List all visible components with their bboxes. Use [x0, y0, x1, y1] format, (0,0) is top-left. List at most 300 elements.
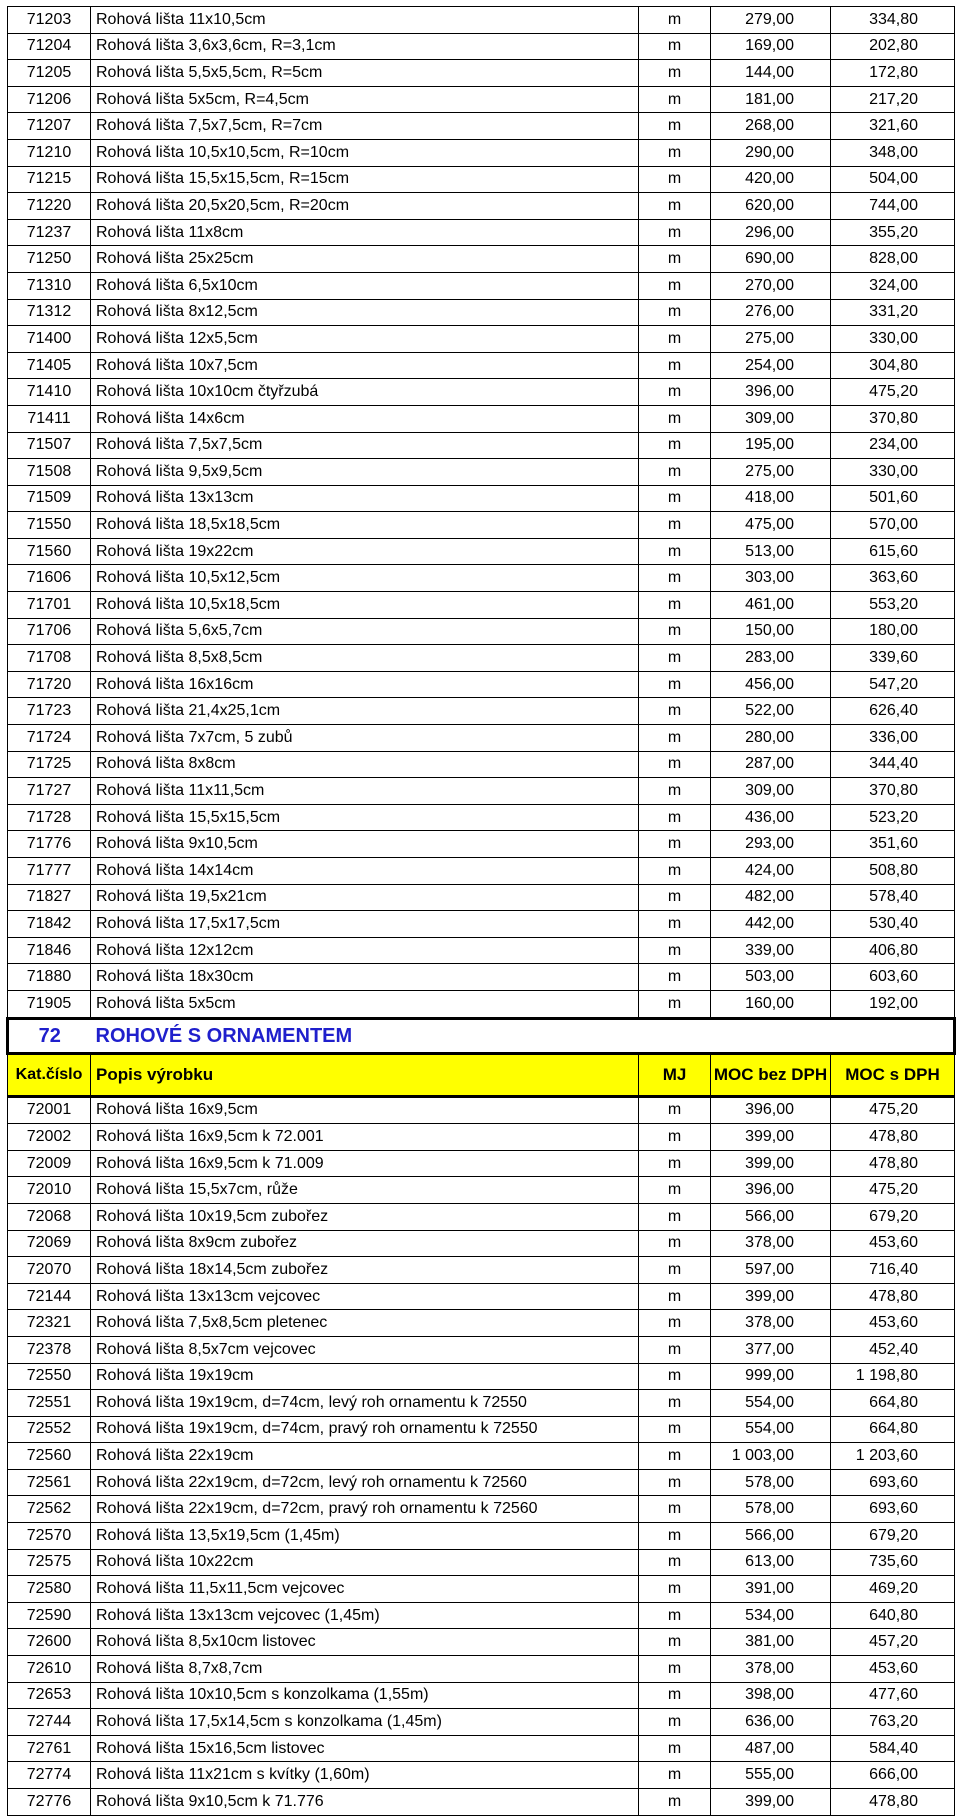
table-row — [8, 1549, 955, 1576]
item-description: Rohová lišta 22x19cm, d=72cm, pravý roh ornamentu k 72560 — [91, 1496, 639, 1523]
item-price-without-vat: 578,00 — [711, 1496, 831, 1523]
item-price-without-vat: 613,00 — [711, 1549, 831, 1576]
item-price-without-vat: 378,00 — [711, 1656, 831, 1683]
item-description: Rohová lišta 16x9,5cm — [91, 1096, 639, 1124]
table-row — [8, 379, 955, 406]
section-72 — [8, 1018, 955, 1096]
table-row — [8, 1469, 955, 1496]
table-row — [8, 405, 955, 432]
item-price-without-vat: 275,00 — [711, 326, 831, 353]
item-unit: m — [639, 618, 711, 645]
table-row — [8, 990, 955, 1018]
item-price-with-vat: 523,20 — [831, 804, 955, 831]
item-price-without-vat: 169,00 — [711, 33, 831, 60]
table-row — [8, 1762, 955, 1789]
item-description: Rohová lišta 17,5x17,5cm — [91, 911, 639, 938]
table-row — [8, 1709, 955, 1736]
table-row — [8, 937, 955, 964]
item-code: 71827 — [8, 884, 91, 911]
item-price-without-vat: 396,00 — [711, 1177, 831, 1204]
item-price-with-vat: 578,40 — [831, 884, 955, 911]
item-price-with-vat: 530,40 — [831, 911, 955, 938]
item-price-without-vat: 522,00 — [711, 698, 831, 725]
item-description: Rohová lišta 13,5x19,5cm (1,45m) — [91, 1523, 639, 1550]
item-price-with-vat: 735,60 — [831, 1549, 955, 1576]
item-code: 71701 — [8, 592, 91, 619]
table-row — [8, 1789, 955, 1816]
item-unit: m — [639, 1656, 711, 1683]
item-price-without-vat: 144,00 — [711, 60, 831, 87]
item-price-with-vat: 763,20 — [831, 1709, 955, 1736]
item-price-with-vat: 453,60 — [831, 1656, 955, 1683]
item-code: 71777 — [8, 858, 91, 885]
item-price-without-vat: 276,00 — [711, 299, 831, 326]
item-price-with-vat: 321,60 — [831, 113, 955, 140]
item-price-with-vat: 640,80 — [831, 1602, 955, 1629]
item-description: Rohová lišta 10,5x12,5cm — [91, 565, 639, 592]
item-unit: m — [639, 1602, 711, 1629]
table-row — [8, 1602, 955, 1629]
item-description: Rohová lišta 3,6x3,6cm, R=3,1cm — [91, 33, 639, 60]
item-price-with-vat: 547,20 — [831, 671, 955, 698]
table-row — [8, 1496, 955, 1523]
item-price-with-vat: 406,80 — [831, 937, 955, 964]
item-price-with-vat: 351,60 — [831, 831, 955, 858]
table-row — [8, 60, 955, 87]
item-description: Rohová lišta 11x8cm — [91, 219, 639, 246]
item-price-without-vat: 398,00 — [711, 1682, 831, 1709]
item-price-without-vat: 296,00 — [711, 219, 831, 246]
item-code: 71411 — [8, 405, 91, 432]
item-description: Rohová lišta 15,5x15,5cm, R=15cm — [91, 166, 639, 193]
item-description: Rohová lišta 14x6cm — [91, 405, 639, 432]
item-code: 72009 — [8, 1150, 91, 1177]
item-description: Rohová lišta 18,5x18,5cm — [91, 512, 639, 539]
item-unit: m — [639, 219, 711, 246]
item-price-with-vat: 217,20 — [831, 86, 955, 113]
item-code: 71720 — [8, 671, 91, 698]
item-code: 71550 — [8, 512, 91, 539]
item-description: Rohová lišta 5,6x5,7cm — [91, 618, 639, 645]
item-price-with-vat: 234,00 — [831, 432, 955, 459]
item-code: 71708 — [8, 645, 91, 672]
item-unit: m — [639, 246, 711, 273]
item-code: 71220 — [8, 193, 91, 220]
item-description: Rohová lišta 7,5x7,5cm — [91, 432, 639, 459]
item-unit: m — [639, 1283, 711, 1310]
table-row — [8, 645, 955, 672]
item-code: 72575 — [8, 1549, 91, 1576]
item-price-with-vat: 475,20 — [831, 379, 955, 406]
item-code: 71706 — [8, 618, 91, 645]
item-price-with-vat: 664,80 — [831, 1416, 955, 1443]
item-unit: m — [639, 1390, 711, 1417]
item-description: Rohová lišta 16x9,5cm k 72.001 — [91, 1124, 639, 1151]
item-code: 72560 — [8, 1443, 91, 1470]
item-code: 72144 — [8, 1283, 91, 1310]
item-price-without-vat: 534,00 — [711, 1602, 831, 1629]
item-unit: m — [639, 911, 711, 938]
item-code: 71725 — [8, 751, 91, 778]
item-description: Rohová lišta 11x21cm s kvítky (1,60m) — [91, 1762, 639, 1789]
item-code: 72761 — [8, 1735, 91, 1762]
table-row — [8, 1735, 955, 1762]
item-price-without-vat: 399,00 — [711, 1124, 831, 1151]
table-row — [8, 193, 955, 220]
item-price-with-vat: 664,80 — [831, 1390, 955, 1417]
item-price-without-vat: 399,00 — [711, 1150, 831, 1177]
item-code: 72552 — [8, 1416, 91, 1443]
item-price-with-vat: 304,80 — [831, 352, 955, 379]
item-price-without-vat: 396,00 — [711, 379, 831, 406]
item-code: 71560 — [8, 538, 91, 565]
item-price-with-vat: 355,20 — [831, 219, 955, 246]
item-code: 71842 — [8, 911, 91, 938]
item-unit: m — [639, 645, 711, 672]
item-price-without-vat: 690,00 — [711, 246, 831, 273]
item-unit: m — [639, 990, 711, 1018]
table-row — [8, 139, 955, 166]
item-code: 72068 — [8, 1203, 91, 1230]
item-price-with-vat: 363,60 — [831, 565, 955, 592]
item-description: Rohová lišta 5,5x5,5cm, R=5cm — [91, 60, 639, 87]
item-description: Rohová lišta 17,5x14,5cm s konzolkama (1,45m) — [91, 1709, 639, 1736]
table-row — [8, 1177, 955, 1204]
item-price-with-vat: 180,00 — [831, 618, 955, 645]
item-price-without-vat: 270,00 — [711, 272, 831, 299]
item-description: Rohová lišta 8,5x8,5cm — [91, 645, 639, 672]
item-unit: m — [639, 1709, 711, 1736]
item-description: Rohová lišta 8,5x7cm vejcovec — [91, 1336, 639, 1363]
item-description: Rohová lišta 9,5x9,5cm — [91, 459, 639, 486]
item-code: 72600 — [8, 1629, 91, 1656]
item-price-with-vat: 504,00 — [831, 166, 955, 193]
item-unit: m — [639, 1230, 711, 1257]
table-row — [8, 1310, 955, 1337]
item-code: 71204 — [8, 33, 91, 60]
item-price-with-vat: 501,60 — [831, 485, 955, 512]
item-description: Rohová lišta 8x9cm zubořez — [91, 1230, 639, 1257]
item-price-without-vat: 254,00 — [711, 352, 831, 379]
table-row — [8, 272, 955, 299]
item-code: 71846 — [8, 937, 91, 964]
item-unit: m — [639, 1549, 711, 1576]
table-row — [8, 964, 955, 991]
item-description: Rohová lišta 7x7cm, 5 zubů — [91, 725, 639, 752]
item-code: 72551 — [8, 1390, 91, 1417]
item-price-without-vat: 181,00 — [711, 86, 831, 113]
item-description: Rohová lišta 8x8cm — [91, 751, 639, 778]
item-price-without-vat: 999,00 — [711, 1363, 831, 1390]
item-unit: m — [639, 804, 711, 831]
table-row — [8, 1656, 955, 1683]
item-unit: m — [639, 1150, 711, 1177]
item-price-with-vat: 172,80 — [831, 60, 955, 87]
item-price-with-vat: 570,00 — [831, 512, 955, 539]
table-row — [8, 884, 955, 911]
item-description: Rohová lišta 13x13cm vejcovec — [91, 1283, 639, 1310]
item-code: 71410 — [8, 379, 91, 406]
item-price-without-vat: 513,00 — [711, 538, 831, 565]
item-price-without-vat: 636,00 — [711, 1709, 831, 1736]
table-row — [8, 86, 955, 113]
item-unit: m — [639, 1629, 711, 1656]
item-unit: m — [639, 725, 711, 752]
item-unit: m — [639, 299, 711, 326]
item-price-with-vat: 336,00 — [831, 725, 955, 752]
item-price-without-vat: 309,00 — [711, 778, 831, 805]
table-row — [8, 1230, 955, 1257]
table-row — [8, 1682, 955, 1709]
item-unit: m — [639, 60, 711, 87]
item-price-with-vat: 324,00 — [831, 272, 955, 299]
item-price-without-vat: 290,00 — [711, 139, 831, 166]
item-price-without-vat: 420,00 — [711, 166, 831, 193]
item-code: 71776 — [8, 831, 91, 858]
item-unit: m — [639, 139, 711, 166]
item-unit: m — [639, 1443, 711, 1470]
item-code: 72580 — [8, 1576, 91, 1603]
item-code: 71205 — [8, 60, 91, 87]
item-unit: m — [639, 1096, 711, 1124]
item-description: Rohová lišta 19x19cm, d=74cm, levý roh ornamentu k 72550 — [91, 1390, 639, 1417]
item-price-with-vat: 744,00 — [831, 193, 955, 220]
price-list-rows-bottom — [8, 1096, 955, 1815]
item-description: Rohová lišta 15,5x15,5cm — [91, 804, 639, 831]
item-code: 71509 — [8, 485, 91, 512]
item-price-with-vat: 453,60 — [831, 1310, 955, 1337]
item-price-without-vat: 275,00 — [711, 459, 831, 486]
item-description: Rohová lišta 10x10cm čtyřzubá — [91, 379, 639, 406]
item-price-without-vat: 436,00 — [711, 804, 831, 831]
table-row — [8, 246, 955, 273]
item-price-with-vat: 716,40 — [831, 1257, 955, 1284]
item-description: Rohová lišta 5x5cm, R=4,5cm — [91, 86, 639, 113]
item-code: 71206 — [8, 86, 91, 113]
table-row — [8, 1629, 955, 1656]
item-description: Rohová lišta 12x5,5cm — [91, 326, 639, 353]
item-description: Rohová lišta 10x7,5cm — [91, 352, 639, 379]
table-row — [8, 538, 955, 565]
item-unit: m — [639, 1789, 711, 1816]
item-price-without-vat: 442,00 — [711, 911, 831, 938]
table-row — [8, 113, 955, 140]
item-unit: m — [639, 884, 711, 911]
item-price-without-vat: 1 003,00 — [711, 1443, 831, 1470]
table-row — [8, 778, 955, 805]
item-price-without-vat: 578,00 — [711, 1469, 831, 1496]
item-price-with-vat: 679,20 — [831, 1523, 955, 1550]
item-description: Rohová lišta 9x10,5cm k 71.776 — [91, 1789, 639, 1816]
item-description: Rohová lišta 18x30cm — [91, 964, 639, 991]
item-description: Rohová lišta 6,5x10cm — [91, 272, 639, 299]
header-price-with-vat: MOC s DPH — [831, 1053, 955, 1096]
item-unit: m — [639, 1496, 711, 1523]
item-code: 72321 — [8, 1310, 91, 1337]
item-description: Rohová lišta 8,7x8,7cm — [91, 1656, 639, 1683]
item-price-with-vat: 339,60 — [831, 645, 955, 672]
item-price-without-vat: 554,00 — [711, 1416, 831, 1443]
item-price-with-vat: 469,20 — [831, 1576, 955, 1603]
item-unit: m — [639, 1576, 711, 1603]
item-unit: m — [639, 1363, 711, 1390]
item-price-without-vat: 279,00 — [711, 7, 831, 34]
item-unit: m — [639, 272, 711, 299]
item-unit: m — [639, 33, 711, 60]
column-header-row — [8, 1053, 955, 1096]
table-row — [8, 166, 955, 193]
item-description: Rohová lišta 10,5x18,5cm — [91, 592, 639, 619]
table-row — [8, 7, 955, 34]
table-row — [8, 219, 955, 246]
item-price-with-vat: 679,20 — [831, 1203, 955, 1230]
item-price-with-vat: 508,80 — [831, 858, 955, 885]
item-code: 71405 — [8, 352, 91, 379]
item-unit: m — [639, 512, 711, 539]
table-row — [8, 512, 955, 539]
item-price-without-vat: 475,00 — [711, 512, 831, 539]
item-unit: m — [639, 1336, 711, 1363]
item-code: 71312 — [8, 299, 91, 326]
price-list-table — [6, 6, 956, 1816]
item-description: Rohová lišta 13x13cm vejcovec (1,45m) — [91, 1602, 639, 1629]
item-description: Rohová lišta 11,5x11,5cm vejcovec — [91, 1576, 639, 1603]
item-code: 71215 — [8, 166, 91, 193]
table-row — [8, 1124, 955, 1151]
item-price-without-vat: 597,00 — [711, 1257, 831, 1284]
item-code: 71400 — [8, 326, 91, 353]
item-description: Rohová lišta 12x12cm — [91, 937, 639, 964]
item-unit: m — [639, 1762, 711, 1789]
item-code: 71880 — [8, 964, 91, 991]
table-row — [8, 725, 955, 752]
item-unit: m — [639, 1177, 711, 1204]
item-price-without-vat: 377,00 — [711, 1336, 831, 1363]
item-price-without-vat: 456,00 — [711, 671, 831, 698]
item-code: 72002 — [8, 1124, 91, 1151]
item-unit: m — [639, 1416, 711, 1443]
item-price-with-vat: 453,60 — [831, 1230, 955, 1257]
item-description: Rohová lišta 19x19cm — [91, 1363, 639, 1390]
item-code: 71207 — [8, 113, 91, 140]
item-code: 71606 — [8, 565, 91, 592]
item-unit: m — [639, 592, 711, 619]
table-row — [8, 352, 955, 379]
item-unit: m — [639, 964, 711, 991]
item-code: 72774 — [8, 1762, 91, 1789]
table-row — [8, 1576, 955, 1603]
table-row — [8, 911, 955, 938]
table-row — [8, 1257, 955, 1284]
item-unit: m — [639, 1124, 711, 1151]
item-code: 71203 — [8, 7, 91, 34]
item-code: 71727 — [8, 778, 91, 805]
table-row — [8, 459, 955, 486]
item-description: Rohová lišta 19x19cm, d=74cm, pravý roh ornamentu k 72550 — [91, 1416, 639, 1443]
item-price-with-vat: 202,80 — [831, 33, 955, 60]
header-description: Popis výrobku — [91, 1053, 639, 1096]
header-unit: MJ — [639, 1053, 711, 1096]
item-unit: m — [639, 1310, 711, 1337]
item-description: Rohová lišta 10,5x10,5cm, R=10cm — [91, 139, 639, 166]
item-price-with-vat: 477,60 — [831, 1682, 955, 1709]
item-code: 71250 — [8, 246, 91, 273]
item-price-without-vat: 566,00 — [711, 1203, 831, 1230]
item-price-without-vat: 554,00 — [711, 1390, 831, 1417]
item-code: 72001 — [8, 1096, 91, 1124]
table-row — [8, 1336, 955, 1363]
item-price-with-vat: 475,20 — [831, 1096, 955, 1124]
item-price-with-vat: 615,60 — [831, 538, 955, 565]
item-price-with-vat: 331,20 — [831, 299, 955, 326]
item-description: Rohová lišta 18x14,5cm zubořez — [91, 1257, 639, 1284]
item-price-with-vat: 348,00 — [831, 139, 955, 166]
item-price-without-vat: 566,00 — [711, 1523, 831, 1550]
item-unit: m — [639, 1203, 711, 1230]
table-row — [8, 1096, 955, 1124]
item-price-without-vat: 287,00 — [711, 751, 831, 778]
table-row — [8, 592, 955, 619]
item-unit: m — [639, 565, 711, 592]
item-unit: m — [639, 352, 711, 379]
table-row — [8, 1416, 955, 1443]
item-unit: m — [639, 379, 711, 406]
item-description: Rohová lišta 25x25cm — [91, 246, 639, 273]
item-price-without-vat: 391,00 — [711, 1576, 831, 1603]
header-code: Kat.číslo — [8, 1053, 91, 1096]
item-price-with-vat: 666,00 — [831, 1762, 955, 1789]
item-price-with-vat: 828,00 — [831, 246, 955, 273]
item-description: Rohová lišta 22x19cm — [91, 1443, 639, 1470]
item-code: 71508 — [8, 459, 91, 486]
item-unit: m — [639, 937, 711, 964]
item-description: Rohová lišta 13x13cm — [91, 485, 639, 512]
item-description: Rohová lišta 16x16cm — [91, 671, 639, 698]
item-price-without-vat: 309,00 — [711, 405, 831, 432]
table-row — [8, 1523, 955, 1550]
item-unit: m — [639, 7, 711, 34]
item-price-with-vat: 478,80 — [831, 1789, 955, 1816]
item-unit: m — [639, 86, 711, 113]
item-unit: m — [639, 326, 711, 353]
item-price-with-vat: 475,20 — [831, 1177, 955, 1204]
item-code: 71237 — [8, 219, 91, 246]
item-price-with-vat: 1 198,80 — [831, 1363, 955, 1390]
item-description: Rohová lišta 8x12,5cm — [91, 299, 639, 326]
table-row — [8, 485, 955, 512]
item-unit: m — [639, 459, 711, 486]
item-price-with-vat: 693,60 — [831, 1496, 955, 1523]
item-price-without-vat: 461,00 — [711, 592, 831, 619]
item-price-without-vat: 195,00 — [711, 432, 831, 459]
item-price-without-vat: 555,00 — [711, 1762, 831, 1789]
item-price-without-vat: 150,00 — [711, 618, 831, 645]
item-unit: m — [639, 405, 711, 432]
item-code: 72550 — [8, 1363, 91, 1390]
table-row — [8, 698, 955, 725]
item-price-without-vat: 487,00 — [711, 1735, 831, 1762]
item-description: Rohová lišta 10x10,5cm s konzolkama (1,55m) — [91, 1682, 639, 1709]
item-code: 72610 — [8, 1656, 91, 1683]
item-price-without-vat: 399,00 — [711, 1789, 831, 1816]
item-unit: m — [639, 113, 711, 140]
item-description: Rohová lišta 7,5x7,5cm, R=7cm — [91, 113, 639, 140]
item-price-with-vat: 344,40 — [831, 751, 955, 778]
item-price-without-vat: 503,00 — [711, 964, 831, 991]
item-description: Rohová lišta 5x5cm — [91, 990, 639, 1018]
table-row — [8, 804, 955, 831]
item-description: Rohová lišta 19x22cm — [91, 538, 639, 565]
